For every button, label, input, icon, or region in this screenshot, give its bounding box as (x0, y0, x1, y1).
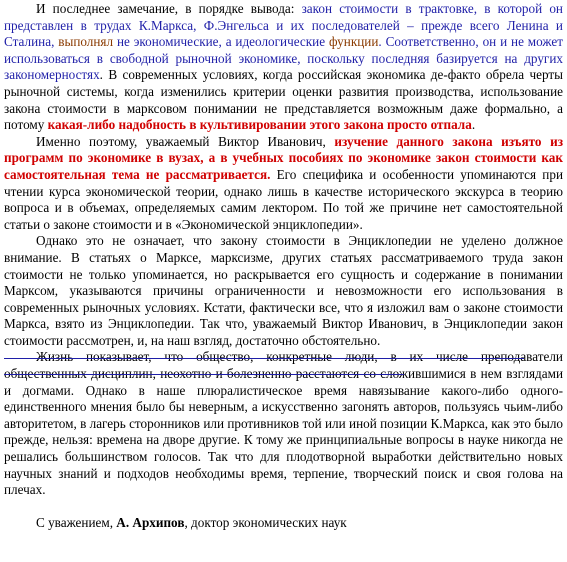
blue-text-run: закон стоимости в трактовке, в которой он представлен в трудах К.Маркса, Ф.Энгельса и их последователей – прежде всего Ленина и Сталина, (4, 1, 563, 50)
letter-document (4, 1, 563, 531)
text-run: Жизнь показывает, что общество, конкретные люди, в их числе преподаватели общественных дисциплин, неохотно и болезненно расстаются со сложившимися в нем взглядами и догмами. Однако в наше плюралистическое время навязывание какого-либо одного-единственного мнения было бы неверным, а искусственно загонять авторов, пользуясь чьим-либо авторитетом, в лагерь сторонников или противников той или иной позиции К.Маркса, как это было прежде, нельзя: времена на дворе другие. К тому же принципиальные вопросы в науке никогда не решались большинством голосов. Так что для плодотворной выработки действительно новых научных знаний и подходов необходимы время, терпение, творческий поиск и своя голова на плечах. (4, 349, 563, 498)
brown-text-run: функции (328, 34, 379, 50)
paragraph-curriculum (4, 134, 563, 234)
paragraph-encyclopedia (4, 233, 563, 349)
blue-underline (4, 374, 404, 375)
text-run: Однако это не означает, что закону стоимости в Энциклопедии не уделено должное внимание. В статьях о Марксе, марксизме, других статьях рассматриваемого труда закон стоимости не только упоминается, но раскрывается его сущность и содержание в понимании Марксом, указываются причины ограниченности и невозможности его использования в современных рыночных условиях. Кстати, фактически все, что я изложил вам о законе стоимости Маркса, взято из Энциклопедии. Так что, уважаемый Виктор Иванович, в Энциклопедии закон стоимости рассмотрен, и, на наш взгляд, достаточно обстоятельно. (4, 233, 563, 348)
text-run: Именно поэтому, уважаемый Виктор Иванович, (36, 133, 335, 149)
spacer (4, 499, 563, 515)
blue-text-run: не экономические, а идеологические (113, 34, 329, 50)
brown-text-run: выполнял (58, 34, 114, 50)
underlined-text-run: По той же причине нет самостоятельной статьи о законе стоимости и в «Экономической энциклопедии». (4, 200, 563, 232)
signature-name: А. Архипов (116, 514, 185, 530)
text-run: . (471, 117, 476, 133)
red-bold-text-run: изучение данного закона изъято из программ по экономике в вузах, а в учебных пособиях по экономике закон стоимости как самостоятельная тема не рассматривается. (4, 133, 563, 182)
text-run: Его специфика и особенности упоминаются при чтении курса экономической теории, однако лишь в качестве исторического экскурса в теорию вопроса и в объемах, определяемых самим лектором. (4, 166, 563, 216)
signature-prefix: С уважением, (36, 514, 117, 530)
signature-suffix: , доктор экономических наук (184, 514, 347, 530)
blue-underline (4, 358, 524, 359)
text-run: . В современных условиях, когда российская экономика де-факто обрела черты рыночной системы, когда изменились критерии оценки развития производства, использование закона стоимости в марксовом понимании не представляется возможным даже формально, а потому (4, 67, 563, 133)
red-bold-text-run: какая-либо надобность в культивировании этого закона просто отпала (47, 117, 472, 133)
paragraph-life-shows (4, 349, 563, 498)
text-run: И последнее замечание, в порядке вывода: (36, 1, 302, 16)
signature-line (4, 515, 563, 532)
blue-text-run: . Соответственно, он и не может использоваться в свободной рыночной экономике, поскольку последняя базируется на других закономерностях (4, 34, 563, 83)
paragraph-conclusion (4, 1, 563, 134)
